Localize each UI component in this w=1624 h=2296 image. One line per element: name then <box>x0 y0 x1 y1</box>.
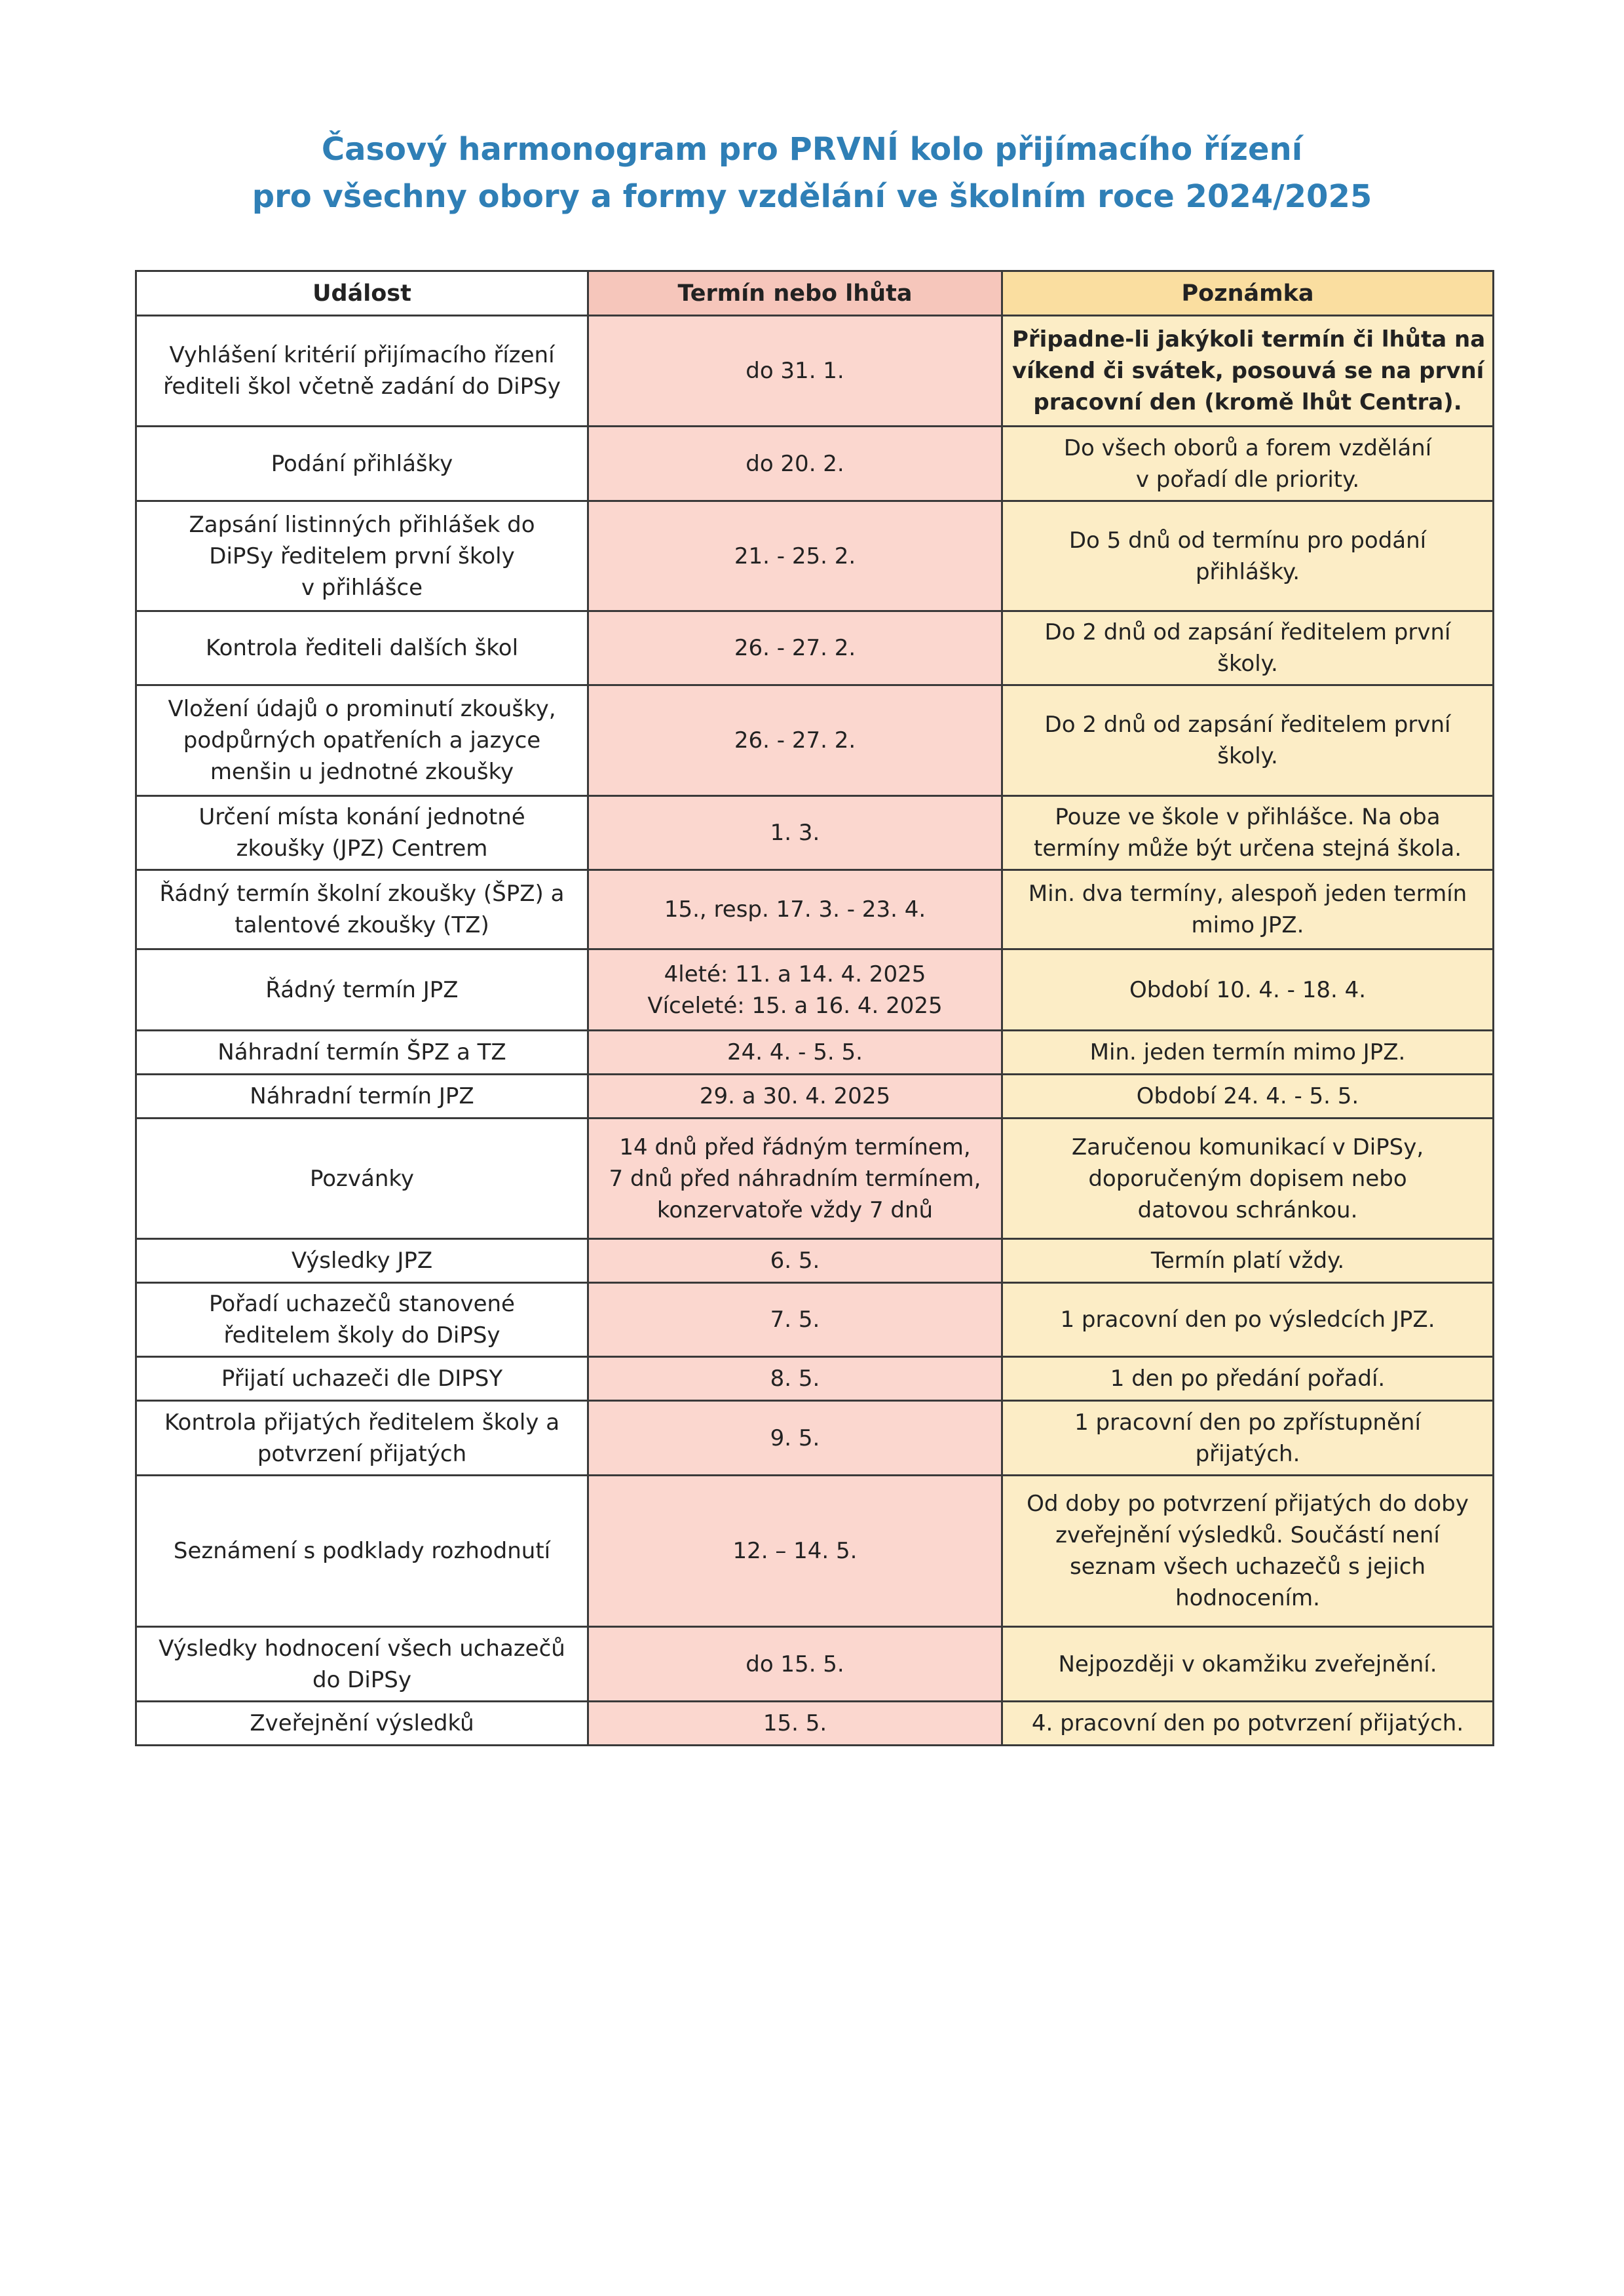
term-cell <box>588 1357 1002 1401</box>
note-cell <box>1002 870 1494 949</box>
note-cell <box>1002 1627 1494 1702</box>
note-cell-line: školy. <box>1217 743 1278 769</box>
note-cell <box>1002 1476 1494 1627</box>
term-cell <box>588 1031 1002 1075</box>
note-cell <box>1002 1239 1494 1283</box>
note-cell <box>1002 1119 1494 1239</box>
event-cell-line: do DiPSy <box>312 1666 412 1693</box>
term-cell-line: 15. 5. <box>763 1710 827 1736</box>
table-row <box>136 1239 1494 1283</box>
note-cell-line: termíny může být určena stejná škola. <box>1033 835 1462 862</box>
note-cell <box>1002 949 1494 1031</box>
term-cell <box>588 1702 1002 1746</box>
event-cell-line: menšin u jednotné zkoušky <box>210 759 514 785</box>
event-cell <box>136 427 588 501</box>
term-cell <box>588 1075 1002 1119</box>
event-cell-line: Řádný termín JPZ <box>265 976 459 1003</box>
term-cell <box>588 685 1002 796</box>
event-cell-line: Seznámení s podklady rozhodnutí <box>173 1538 551 1564</box>
term-cell-line: 4leté: 11. a 14. 4. 2025 <box>664 961 926 987</box>
event-cell <box>136 501 588 611</box>
note-cell-line: 4. pracovní den po potvrzení přijatých. <box>1031 1710 1464 1736</box>
term-cell <box>588 427 1002 501</box>
table-row <box>136 870 1494 949</box>
event-cell <box>136 685 588 796</box>
term-cell <box>588 949 1002 1031</box>
document-title <box>0 126 1624 220</box>
note-cell-line: Od doby po potvrzení přijatých do doby <box>1027 1491 1469 1517</box>
event-cell <box>136 1401 588 1476</box>
note-cell <box>1002 685 1494 796</box>
event-cell-line: ředitelem školy do DiPSy <box>223 1322 500 1349</box>
note-cell-line: přihlášky. <box>1195 558 1300 585</box>
term-cell <box>588 1476 1002 1627</box>
note-cell <box>1002 1075 1494 1119</box>
note-cell <box>1002 796 1494 870</box>
event-cell <box>136 1075 588 1119</box>
term-cell-line: 14 dnů před řádným termínem, <box>619 1134 971 1160</box>
note-cell-line: hodnocením. <box>1175 1585 1320 1611</box>
event-cell-line: Kontrola řediteli dalších škol <box>205 635 519 661</box>
note-cell-line: Do všech oborů a forem vzdělání <box>1063 434 1432 461</box>
table-row <box>136 1283 1494 1357</box>
table-row <box>136 949 1494 1031</box>
note-cell <box>1002 501 1494 611</box>
note-cell-line: víkend či svátek, posouvá se na první <box>1012 358 1484 384</box>
note-cell-line: mimo JPZ. <box>1191 912 1304 938</box>
note-cell <box>1002 1702 1494 1746</box>
event-cell-line: Pozvánky <box>309 1165 415 1192</box>
event-cell <box>136 796 588 870</box>
event-cell-line: Vyhlášení kritérií přijímacího řízení <box>169 342 555 368</box>
note-cell-line: Připadne-li jakýkoli termín či lhůta na <box>1012 326 1486 353</box>
note-cell <box>1002 427 1494 501</box>
note-cell-line: Do 2 dnů od zapsání ředitelem první <box>1044 712 1451 738</box>
table-row <box>136 1031 1494 1075</box>
event-cell <box>136 870 588 949</box>
note-cell <box>1002 1031 1494 1075</box>
event-cell <box>136 1627 588 1702</box>
note-cell-line: Nejpozději v okamžiku zveřejnění. <box>1058 1651 1437 1677</box>
event-cell-line: zkoušky (JPZ) Centrem <box>236 835 488 862</box>
term-cell-line: 26. - 27. 2. <box>734 635 856 661</box>
term-cell-line: do 15. 5. <box>746 1651 844 1677</box>
event-cell-line: potvrzení přijatých <box>257 1440 467 1467</box>
table-row <box>136 611 1494 685</box>
title-line-2: pro všechny obory a formy vzdělání ve školním roce 2024/2025 <box>252 178 1372 215</box>
term-cell-line: 7. 5. <box>770 1307 820 1333</box>
event-cell <box>136 1239 588 1283</box>
note-cell-line: Období 10. 4. - 18. 4. <box>1129 976 1367 1003</box>
note-cell-line: Do 2 dnů od zapsání ředitelem první <box>1044 619 1451 645</box>
term-cell-line: 21. - 25. 2. <box>734 543 856 569</box>
event-cell <box>136 1357 588 1401</box>
note-cell-line: pracovní den (kromě lhůt Centra). <box>1033 389 1462 415</box>
event-cell-line: Vložení údajů o prominutí zkoušky, <box>168 696 556 722</box>
term-cell-line: do 31. 1. <box>746 358 844 384</box>
event-cell-line: v přihlášce <box>301 574 423 601</box>
event-cell <box>136 1283 588 1357</box>
table-row <box>136 501 1494 611</box>
event-cell-line: Kontrola přijatých ředitelem školy a <box>164 1409 560 1436</box>
event-cell-line: Náhradní termín ŠPZ a TZ <box>217 1039 506 1065</box>
term-cell <box>588 796 1002 870</box>
note-cell-line: školy. <box>1217 651 1278 677</box>
event-cell-line: talentové zkoušky (TZ) <box>235 912 489 938</box>
event-cell-line: podpůrných opatřeních a jazyce <box>183 727 541 754</box>
note-cell-line: Pouze ve škole v přihlášce. Na oba <box>1055 804 1441 830</box>
table-header-row <box>136 271 1494 316</box>
term-cell-line: 15., resp. 17. 3. - 23. 4. <box>664 896 926 923</box>
term-cell <box>588 870 1002 949</box>
term-cell-line: do 20. 2. <box>746 450 844 477</box>
title-line-1: Časový harmonogram pro PRVNÍ kolo přijímacího řízení <box>321 131 1303 168</box>
event-cell-line: Přijatí uchazeči dle DIPSY <box>221 1366 503 1392</box>
event-cell-line: Řádný termín školní zkoušky (ŠPZ) a <box>159 881 565 907</box>
schedule-table <box>135 270 1494 1746</box>
header-event: Událost <box>136 271 588 316</box>
note-cell <box>1002 316 1494 427</box>
note-cell-line: Zaručenou komunikací v DiPSy, <box>1071 1134 1424 1160</box>
note-cell <box>1002 1283 1494 1357</box>
event-cell-line: řediteli škol včetně zadání do DiPSy <box>163 373 561 400</box>
term-cell <box>588 1627 1002 1702</box>
term-cell <box>588 1283 1002 1357</box>
term-cell-line: 12. – 14. 5. <box>732 1538 858 1564</box>
term-cell-line: 6. 5. <box>770 1248 820 1274</box>
note-cell-line: 1 pracovní den po zpřístupnění <box>1074 1409 1421 1436</box>
term-cell <box>588 316 1002 427</box>
term-cell-line: 29. a 30. 4. 2025 <box>699 1083 891 1109</box>
event-cell-line: Zveřejnění výsledků <box>250 1710 474 1736</box>
note-cell-line: v pořadí dle priority. <box>1135 466 1360 493</box>
event-cell <box>136 1119 588 1239</box>
event-cell <box>136 1476 588 1627</box>
table-row <box>136 685 1494 796</box>
event-cell-line: Určení místa konání jednotné <box>198 804 525 830</box>
table-row <box>136 316 1494 427</box>
table-row <box>136 1627 1494 1702</box>
table-row <box>136 1702 1494 1746</box>
note-cell-line: přijatých. <box>1195 1440 1300 1467</box>
note-cell-line: doporučeným dopisem nebo <box>1088 1165 1407 1192</box>
table-row <box>136 427 1494 501</box>
note-cell-line: zveřejnění výsledků. Součástí není <box>1055 1522 1440 1548</box>
term-cell-line: 8. 5. <box>770 1366 820 1392</box>
note-cell <box>1002 1401 1494 1476</box>
event-cell <box>136 316 588 427</box>
event-cell-line: Pořadí uchazečů stanovené <box>209 1291 515 1317</box>
note-cell-line: Min. dva termíny, alespoň jeden termín <box>1028 881 1467 907</box>
note-cell-line: seznam všech uchazečů s jejich <box>1069 1554 1426 1580</box>
event-cell-line: Zapsání listinných přihlášek do <box>189 511 535 538</box>
header-note: Poznámka <box>1002 271 1494 316</box>
term-cell-line: Víceleté: 15. a 16. 4. 2025 <box>647 992 943 1019</box>
term-cell-line: 26. - 27. 2. <box>734 727 856 754</box>
schedule-body <box>136 316 1494 1746</box>
note-cell <box>1002 611 1494 685</box>
table-row <box>136 796 1494 870</box>
term-cell-line: konzervatoře vždy 7 dnů <box>656 1196 934 1223</box>
term-cell-line: 9. 5. <box>770 1425 820 1451</box>
note-cell-line: Min. jeden termín mimo JPZ. <box>1089 1039 1406 1065</box>
term-cell <box>588 611 1002 685</box>
term-cell <box>588 1401 1002 1476</box>
event-cell <box>136 611 588 685</box>
header-term: Termín nebo lhůta <box>588 271 1002 316</box>
note-cell-line: datovou schránkou. <box>1137 1196 1358 1223</box>
event-cell-line: Náhradní termín JPZ <box>250 1083 474 1109</box>
note-cell-line: Do 5 dnů od termínu pro podání <box>1068 527 1427 554</box>
term-cell-line: 1. 3. <box>770 820 820 846</box>
table-row <box>136 1476 1494 1627</box>
event-cell <box>136 1031 588 1075</box>
table-row <box>136 1119 1494 1239</box>
table-row <box>136 1401 1494 1476</box>
note-cell <box>1002 1357 1494 1401</box>
term-cell <box>588 1239 1002 1283</box>
event-cell-line: Výsledky hodnocení všech uchazečů <box>159 1635 565 1662</box>
term-cell-line: 24. 4. - 5. 5. <box>727 1039 863 1065</box>
event-cell <box>136 949 588 1031</box>
event-cell-line: Podání přihlášky <box>271 450 453 477</box>
event-cell <box>136 1702 588 1746</box>
term-cell <box>588 1119 1002 1239</box>
table-row <box>136 1357 1494 1401</box>
note-cell-line: 1 pracovní den po výsledcích JPZ. <box>1060 1307 1435 1333</box>
table-row <box>136 1075 1494 1119</box>
term-cell <box>588 501 1002 611</box>
event-cell-line: Výsledky JPZ <box>291 1248 433 1274</box>
event-cell-line: DiPSy ředitelem první školy <box>209 543 515 569</box>
note-cell-line: 1 den po předání pořadí. <box>1110 1366 1386 1392</box>
term-cell-line: 7 dnů před náhradním termínem, <box>609 1165 981 1192</box>
note-cell-line: Období 24. 4. - 5. 5. <box>1136 1083 1359 1109</box>
note-cell-line: Termín platí vždy. <box>1150 1248 1345 1274</box>
